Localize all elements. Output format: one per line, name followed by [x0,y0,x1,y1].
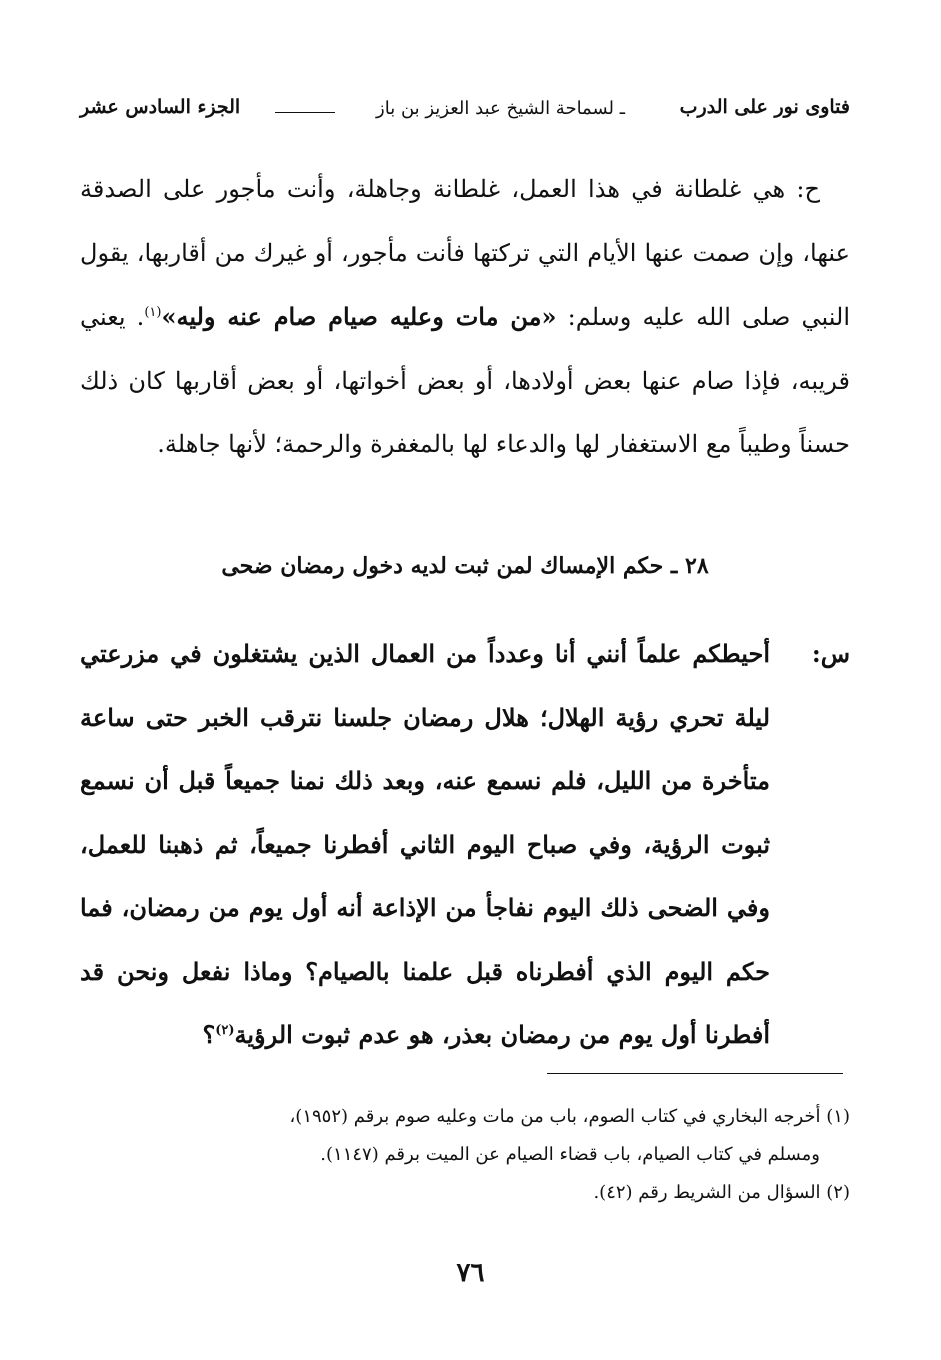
question-label: س: [811,639,850,668]
hadith-quote: «من مات وعليه صيام صام عنه وليه» [161,302,557,331]
volume-part: الجزء السادس عشر [80,96,241,118]
question-end-mark: ؟ [202,1020,216,1049]
page-number: ٧٦ [456,1258,485,1288]
footnote-ref-1: (١) [144,305,162,320]
answer-text-end: . يعني قريبه، فإذا صام عنها بعض أولادها، أو بعض أخواتها، أو بعض أقاربها كان ذلك حسناً وطيباً مع الاستغفار لها والدعاء لها بالمغفرة والرحمة؛ لأنها جاهلة. [80,303,850,458]
answer-paragraph [80,158,850,477]
footnote-1-line-1: (١) أخرجه البخاري في كتاب الصوم، باب من مات وعليه صوم برقم (١٩٥٢)، [289,1106,850,1127]
question-paragraph [80,622,850,1067]
running-header [80,96,850,130]
footnote-separator [547,1073,843,1074]
answer-text-start: ح: هي غلطانة في هذا العمل، غلطانة وجاهلة، وأنت مأجور على الصدقة عنها، وإن صمت عنها الأيام التي تركتها فأنت مأجور، أو غيرك من أقاربها، يقول النبي صلى الله عليه وسلم: [80,175,851,331]
question-text: أحيطكم علماً أنني أنا وعدداً من العمال الذين يشتغلون في مزرعتي ليلة تحري رؤية الهلال؛ هلال رمضان جلسنا نترقب الخبر حتى ساعة متأخرة من الليل، فلم نسمع عنه، وبعد ذلك نمنا جميعاً قبل أن نسمع ثبوت الرؤية، وفي صباح اليوم الثاني أفطرنا جميعاً، ثم ذهبنا للعمل، وفي الضحى ذلك اليوم نفاجأ من الإذاعة أنه أول يوم من رمضان، فما حكم اليوم الذي أفطرناه قبل علمنا بالصيام؟ وماذا نفعل ونحن قد أفطرنا أول يوم من رمضان بعذر، هو عدم ثبوت الرؤية [80,639,771,1049]
footnote-2: (٢) السؤال من الشريط رقم (٤٢). [593,1182,850,1203]
header-rule [275,112,335,113]
footnotes [80,1098,850,1212]
section-heading: ٢٨ ـ حكم الإمساك لمن ثبت لديه دخول رمضان ضحى [221,553,709,579]
footnote-1-line-2: ومسلم في كتاب الصيام، باب قضاء الصيام عن الميت برقم (١١٤٧). [320,1144,820,1165]
author-name: ـ لسماحة الشيخ عبد العزيز بن باز [376,98,625,119]
book-title: فتاوى نور على الدرب [679,96,850,118]
footnote-ref-2: (٢) [215,1023,235,1038]
